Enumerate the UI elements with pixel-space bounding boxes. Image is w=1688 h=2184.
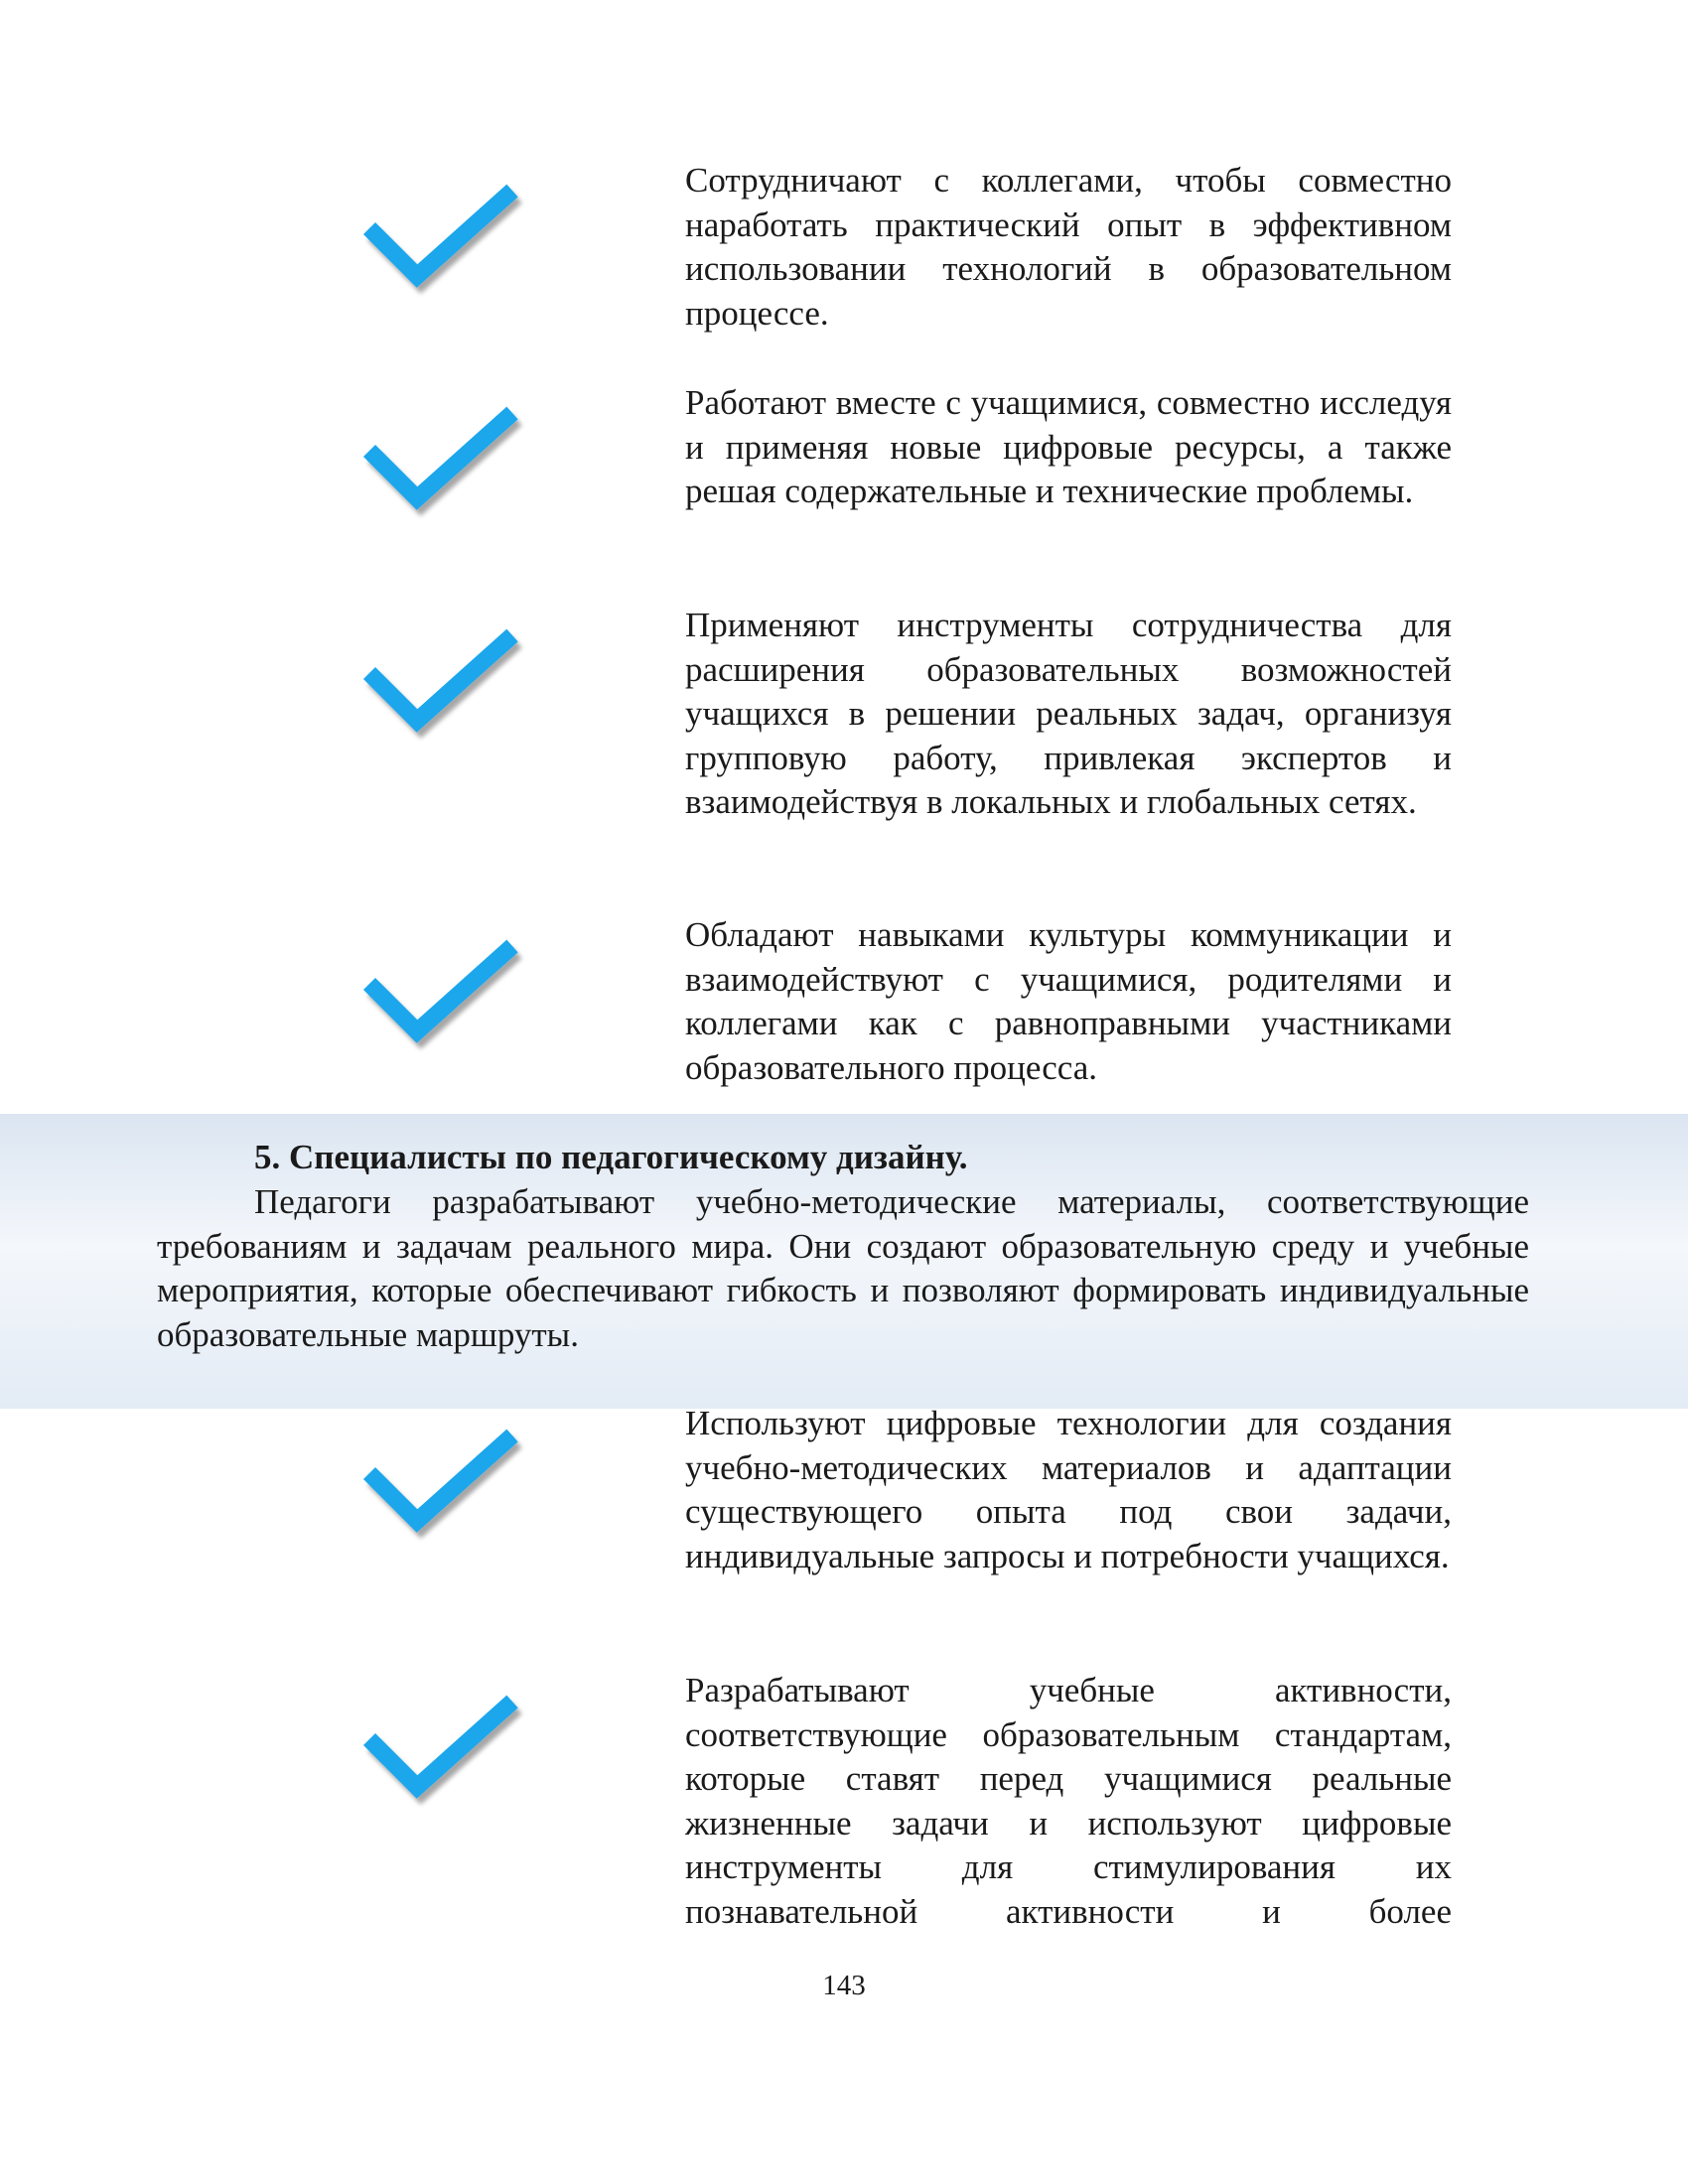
check-mark-icon (357, 936, 526, 1055)
list-item: Работают вместе с учащимися, совместно исследуя и применяя новые цифровые ресурсы, а также решая содержательные и технические проблемы. (685, 383, 1452, 511)
page-number: 143 (822, 1970, 866, 2001)
list-item: Разрабатывают учебные активности, соответствующие образовательным стандартам, которые ставят перед учащимися реальные жизненные задачи и используют цифровые инструменты для стимулирования их познавательной активности и более (685, 1671, 1452, 1931)
list-item: Сотрудничают с коллегами, чтобы совместно наработать практический опыт в эффективном использовании технологий в образовательном процессе. (685, 161, 1452, 333)
check-mark-icon (357, 403, 526, 522)
check-mark-icon (357, 1426, 526, 1545)
list-item: Применяют инструменты сотрудничества для расширения образовательных возможностей учащихся в решении реальных задач, организуя групповую работу, привлекая экспертов и взаимодействуя в локальных и глобальных сетях. (685, 606, 1452, 822)
check-mark-icon (357, 625, 526, 745)
section-paragraph: Педагоги разрабатывают учебно-методические материалы, соответствующие требованиям и задачам реального мира. Они создают образовательную среду и учебные мероприятия, которые обеспечивают гибкость и позволяют формировать индивидуальные образовательные маршруты. (157, 1182, 1529, 1354)
list-item: Обладают навыками культуры коммуникации и взаимодействуют с учащимися, родителями и коллегами как с равноправными участниками образовательного процесса. (685, 915, 1452, 1087)
check-mark-icon (357, 1692, 526, 1811)
check-mark-icon (357, 181, 526, 300)
list-item: Используют цифровые технологии для создания учебно-методических материалов и адаптации существующего опыта под свои задачи, индивидуальные запросы и потребности учащихся. (685, 1404, 1452, 1575)
section-title: 5. Специалисты по педагогическому дизайну. (254, 1138, 968, 1176)
